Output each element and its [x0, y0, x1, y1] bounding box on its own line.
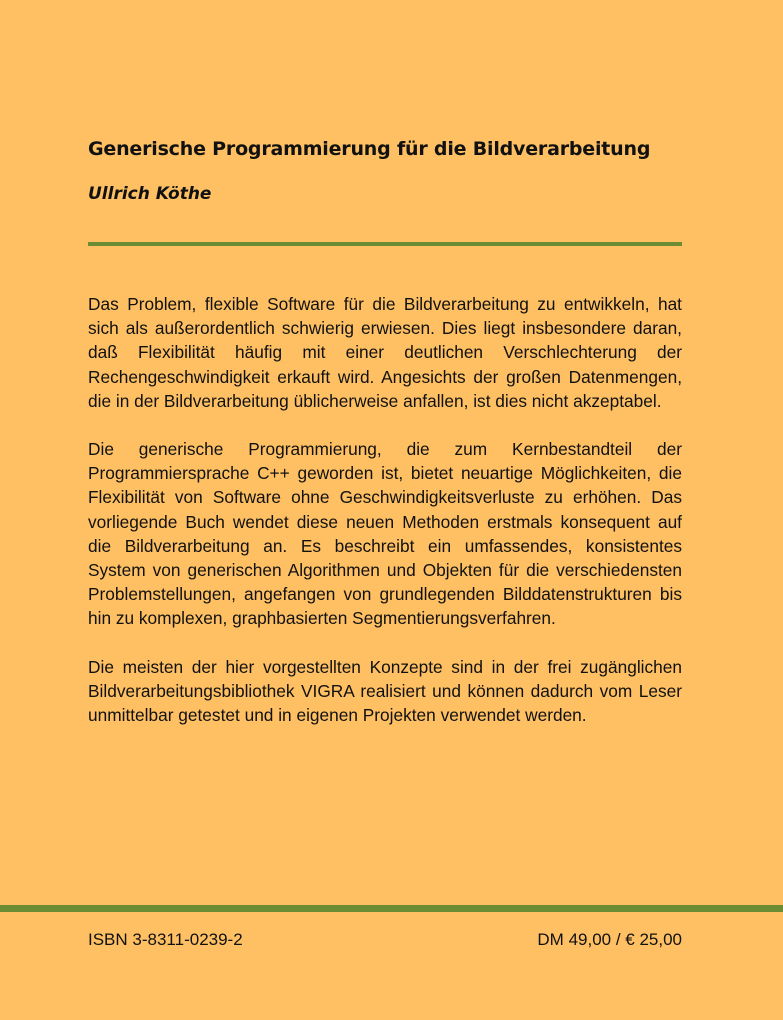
bottom-divider	[0, 905, 783, 912]
blurb	[88, 292, 682, 751]
blurb-paragraph-2: Die generische Programmierung, die zum Kernbestandteil der Programmiersprache C++ geworden ist, bietet neuartige Möglichkeiten, die Flexibilität von Software ohne Geschwindigkeitsverluste zu erhöhen. Das vorliegende Buch wendet diese neuen Methoden erstmals konsequent auf die Bildverarbeitung an. Es beschreibt ein umfassendes, konsistentes System von generischen Algorithmen und Objekten für die verschiedensten Problemstellungen, angefangen von grundlegenden Bilddatenstrukturen bis hin zu komplexen, graphbasierten Segmentierungsverfahren.	[88, 439, 682, 629]
book-title: Generische Programmierung für die Bildverarbeitung	[88, 138, 651, 160]
blurb-paragraph-1: Das Problem, flexible Software für die Bildverarbeitung zu entwikkeln, hat sich als außerordentlich schwierig erwiesen. Dies liegt insbesondere daran, daß Flexibilität häufig mit einer deutlichen Verschlechterung der Rechengeschwindigkeit erkauft wird. Angesichts der großen Datenmengen, die in der Bildverarbeitung üblicherweise anfallen, ist dies nicht akzeptabel.	[88, 294, 682, 411]
blurb-paragraph-3: Die meisten der hier vorgestellten Konzepte sind in der frei zugänglichen Bildverarbeitungsbibliothek VIGRA realisiert und können dadurch vom Leser unmittelbar getestet und in eigenen Projekten verwendet werden.	[88, 656, 682, 726]
isbn-number: ISBN 3-8311-0239-2	[88, 930, 243, 949]
price-label: DM 49,00 / € 25,00	[537, 930, 682, 949]
top-divider	[88, 242, 682, 246]
book-author: Ullrich Köthe	[88, 184, 212, 204]
